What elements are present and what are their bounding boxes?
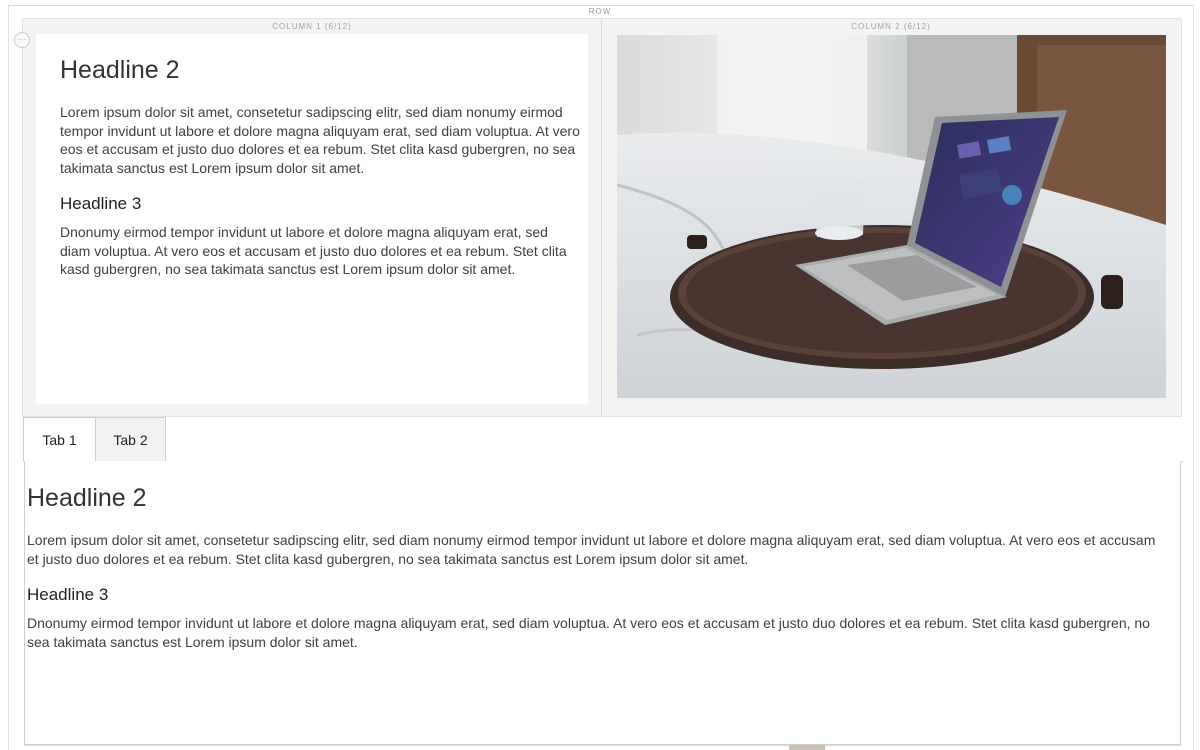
bottom-border bbox=[24, 745, 1181, 746]
tab-bar bbox=[23, 417, 1183, 462]
scroll-indicator[interactable] bbox=[789, 745, 825, 750]
row-top-border bbox=[8, 5, 1194, 6]
drag-handle-icon[interactable]: ⋯ bbox=[14, 32, 30, 48]
column-divider[interactable] bbox=[601, 18, 602, 417]
column-1-content[interactable] bbox=[36, 34, 588, 404]
row-label: ROW bbox=[588, 7, 612, 16]
column-2-label: COLUMN 2 (6/12) bbox=[851, 22, 931, 31]
tab-2[interactable]: Tab 2 bbox=[95, 417, 166, 462]
headline-2: Headline 2 bbox=[27, 484, 147, 512]
paragraph: Dnonumy eirmod tempor invidunt ut labore et dolore magna aliquyam erat, sed diam voluptua. At vero eos et accusam et justo duo dolores et ea rebum. Stet clita kasd gubergren, no sea takimata sanctus est Lorem ipsum dolor sit amet. bbox=[27, 615, 1150, 650]
column-1-label: COLUMN 1 (6/12) bbox=[272, 22, 352, 31]
headline-3: Headline 3 bbox=[27, 585, 109, 604]
tab-panel[interactable] bbox=[24, 461, 1181, 745]
headline-3: Headline 3 bbox=[60, 194, 142, 213]
paragraph: Lorem ipsum dolor sit amet, consetetur sadipscing elitr, sed diam nonumy eirmod tempor invidunt ut labore et dolore magna aliquyam erat, sed diam voluptua. At vero eos et accusam et justo duo dolores et ea rebum. Stet clita kasd gubergren, no sea takimata sanctus est Lorem ipsum dolor sit amet. bbox=[27, 532, 1156, 567]
frame-right-border bbox=[1193, 6, 1194, 750]
frame-left-border bbox=[8, 6, 9, 750]
laptop-on-tray-image[interactable] bbox=[617, 35, 1166, 398]
tab-1[interactable]: Tab 1 bbox=[23, 417, 96, 462]
photo-illustration bbox=[617, 35, 1166, 398]
paragraph: Dnonumy eirmod tempor invidunt ut labore et dolore magna aliquyam erat, sed diam voluptua. At vero eos et accusam et justo duo dolores et ea rebum. Stet clita kasd gubergren, no sea takimata sanctus est Lorem ipsum dolor sit amet. bbox=[60, 224, 567, 277]
paragraph: Lorem ipsum dolor sit amet, consetetur sadipscing elitr, sed diam nonumy eirmod tempor invidunt ut labore et dolore magna aliquyam erat, sed diam voluptua. At vero eos et accusam et justo duo dolores et ea rebum. Stet clita kasd gubergren, no sea takimata sanctus est Lorem ipsum dolor sit amet. bbox=[60, 104, 580, 176]
headline-2: Headline 2 bbox=[60, 56, 180, 84]
